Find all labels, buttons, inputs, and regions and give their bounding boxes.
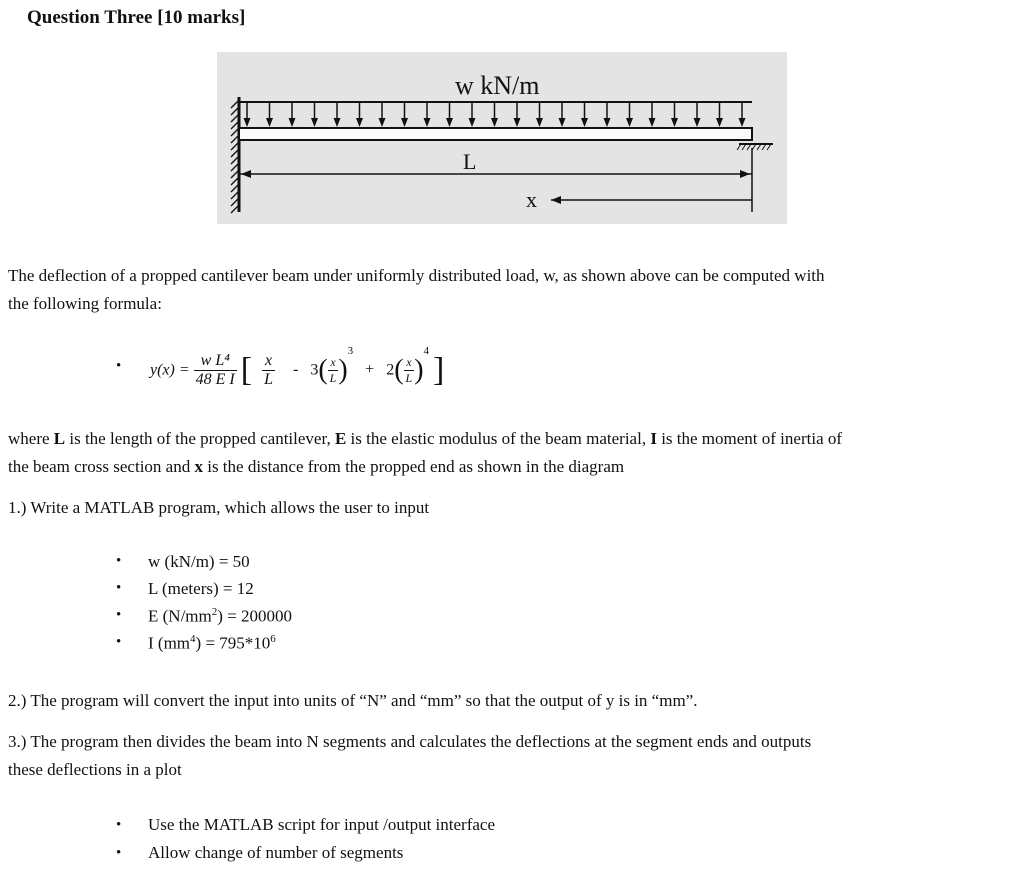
exponent-3: 3	[347, 345, 354, 357]
load-arrow-head	[626, 118, 633, 127]
bullet: •	[116, 607, 122, 623]
load-arrow-head	[514, 118, 521, 127]
note-segments: Allow change of number of segments	[148, 843, 404, 862]
exponent-4: 4	[423, 345, 430, 357]
bullet: •	[116, 580, 122, 596]
load-arrow-head	[671, 118, 678, 127]
load-arrow-head	[716, 118, 723, 127]
input-L: L (meters) = 12	[148, 579, 254, 598]
bullet: •	[116, 553, 122, 569]
input-E	[148, 606, 292, 627]
load-arrow-head	[401, 118, 408, 127]
load-arrow-head	[604, 118, 611, 127]
intro-line-1: The deflection of a propped cantilever beam under uniformly distributed load, w, as shown above can be computed with	[8, 266, 825, 285]
note-matlab-script: Use the MATLAB script for input /output interface	[148, 815, 496, 834]
load-arrow-head	[334, 118, 341, 127]
symbol-I: I	[650, 429, 657, 448]
symbol-x: x	[194, 457, 203, 476]
bullet: •	[116, 634, 122, 650]
bullet: •	[116, 845, 122, 861]
beam-diagram-svg	[217, 52, 787, 224]
x-over-L-1	[328, 355, 339, 386]
load-arrow-head	[446, 118, 453, 127]
x-arrow-head	[551, 196, 561, 204]
coefficient-denominator: 48 E I	[195, 370, 235, 388]
input-I-exp: 6	[270, 633, 276, 645]
x-num-1: x	[328, 355, 339, 371]
right-bracket: ]	[433, 351, 445, 389]
length-arrow-left	[241, 170, 251, 178]
paren-close-1: )	[338, 354, 348, 386]
where-text: the beam cross section and	[8, 457, 195, 476]
distributed-load-arrows	[244, 102, 746, 127]
load-arrow-head	[559, 118, 566, 127]
question-3-line-2: these deflections in a plot	[8, 760, 182, 779]
input-I-sup: 4	[190, 633, 196, 645]
input-I-pre: I (mm	[148, 633, 191, 653]
input-E-post: ) = 200000	[217, 606, 292, 626]
load-arrow-head	[469, 118, 476, 127]
x-num-2: x	[404, 355, 415, 371]
question-heading: Question Three [10 marks]	[27, 7, 246, 28]
x-over-L-2	[404, 355, 415, 386]
paren-open-1: (	[318, 354, 328, 386]
load-arrow-head	[266, 118, 273, 127]
load-arrow-head	[536, 118, 543, 127]
intro-line-2: the following formula:	[8, 294, 162, 313]
term1-denominator: L	[264, 370, 273, 388]
x-label: x	[526, 187, 537, 212]
coef-three: 3	[310, 361, 319, 379]
load-label: w kN/m	[455, 71, 540, 100]
where-text: is the elastic modulus of the beam material,	[346, 429, 651, 448]
load-arrow-head	[356, 118, 363, 127]
input-I	[148, 633, 276, 654]
load-arrow-head	[694, 118, 701, 127]
symbol-E: E	[334, 429, 347, 448]
where-text: is the length of the propped cantilever,	[65, 429, 335, 448]
where-text: is the moment of inertia of	[656, 429, 843, 448]
load-arrow-head	[424, 118, 431, 127]
question-2: 2.) The program will convert the input into units of “N” and “mm” so that the output of y is in “mm”.	[8, 691, 698, 710]
symbol-L: L	[53, 429, 66, 448]
input-E-pre: E (N/mm	[148, 606, 212, 626]
coef-two: 2	[386, 361, 395, 379]
beam	[239, 128, 752, 140]
load-arrow-head	[244, 118, 251, 127]
input-E-sup: 2	[211, 606, 218, 618]
paren-open-2: (	[394, 354, 404, 386]
load-arrow-head	[289, 118, 296, 127]
load-arrow-head	[491, 118, 498, 127]
plus-sign: +	[365, 361, 375, 379]
where-text: where	[8, 429, 54, 448]
where-line-1	[8, 425, 842, 453]
coefficient-fraction	[194, 352, 237, 389]
term1-numerator: x	[262, 352, 275, 371]
input-w: w (kN/m) = 50	[148, 552, 250, 571]
left-bracket: [	[240, 351, 253, 389]
input-I-post: ) = 795*10	[195, 633, 271, 653]
term1-fraction	[262, 352, 275, 389]
bullet: •	[116, 817, 122, 833]
load-arrow-head	[739, 118, 746, 127]
length-label: L	[463, 149, 477, 174]
formula-lhs: y(x) =	[150, 361, 190, 379]
coefficient-numerator: w L⁴	[194, 352, 237, 371]
deflection-formula	[150, 345, 444, 393]
where-text: is the distance from the propped end as shown in the diagram	[202, 457, 625, 476]
load-arrow-head	[581, 118, 588, 127]
paren-close-2: )	[414, 354, 424, 386]
question-1: 1.) Write a MATLAB program, which allows the user to input	[8, 498, 430, 517]
question-3-line-1: 3.) The program then divides the beam into N segments and calculates the deflections at the segment ends and outputs	[8, 732, 812, 751]
load-arrow-head	[379, 118, 386, 127]
L-den-2: L	[405, 370, 413, 385]
where-line-2	[8, 453, 624, 481]
length-arrow-right	[740, 170, 750, 178]
bullet: •	[116, 358, 122, 374]
L-den-1: L	[329, 370, 337, 385]
load-arrow-head	[311, 118, 318, 127]
load-arrow-head	[649, 118, 656, 127]
beam-diagram	[217, 52, 787, 224]
minus-sign: -	[293, 361, 299, 379]
